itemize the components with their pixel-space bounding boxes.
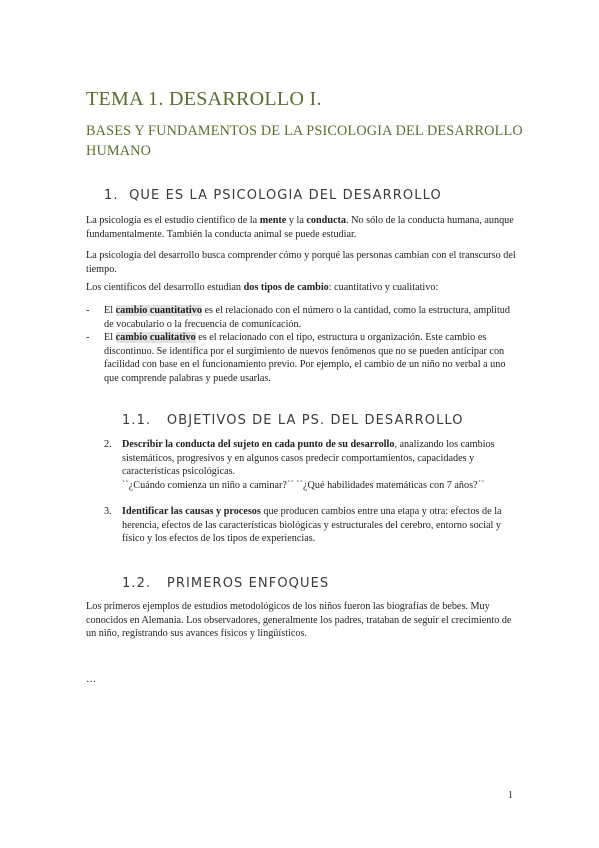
section-1-heading bbox=[104, 188, 442, 203]
section-1-1-heading bbox=[122, 413, 464, 428]
term-dos-tipos: dos tipos de cambio bbox=[243, 282, 329, 293]
ellipsis: … bbox=[86, 674, 97, 685]
example-quote: ``¿Cuándo comienza un niño a caminar?´´ ``¿Qué habilidades matemáticas con 7 años?´´ bbox=[122, 479, 485, 491]
section-1-paragraph-3 bbox=[86, 281, 518, 295]
bullet-mark: - bbox=[86, 332, 90, 343]
item-lead: Identificar las causas y procesos bbox=[122, 506, 261, 517]
numbered-item bbox=[104, 505, 518, 546]
numbered-item bbox=[104, 438, 518, 492]
section-1-number: 1. bbox=[104, 188, 119, 203]
item-number: 2. bbox=[104, 439, 112, 450]
item-number: 3. bbox=[104, 506, 112, 517]
text-run: que producen cambios entre una etapa y otra: efectos de la herencia, efectos de las características biológicas y estructurales del cerebro, entorno social y físico y los efectos de los tipos de experiencias. bbox=[122, 506, 502, 544]
text-run: y la bbox=[286, 215, 307, 226]
text-run: Los científicos del desarrollo estudian bbox=[86, 282, 244, 293]
section-1-2-number: 1.2. bbox=[122, 576, 152, 591]
document-title: TEMA 1. DESARROLLO I. bbox=[86, 88, 322, 110]
bullet-mark: - bbox=[86, 305, 90, 316]
text-run: , analizando los cambios sistemáticos, progresivos y en algunos casos predecir comportamientos, capacidades y características psicológicas. bbox=[122, 439, 495, 477]
section-1-paragraph-1 bbox=[86, 214, 518, 241]
bullet-item bbox=[86, 331, 518, 385]
text-run: . No sólo de la conducta humana, aunque fundamentalmente. También la conducta animal se puede estudiar. bbox=[86, 215, 514, 240]
text-run: El bbox=[104, 332, 116, 343]
section-1-1-number: 1.1. bbox=[122, 413, 152, 428]
document-subtitle: BASES Y FUNDAMENTOS DE LA PSICOLOGIA DEL DESARROLLO HUMANO bbox=[86, 123, 523, 159]
text-run: La psicología es el estudio científico de la bbox=[86, 215, 260, 226]
section-1-paragraph-2: La psicología del desarrollo busca comprender cómo y porqué las personas cambian con el transcurso del tiempo. bbox=[86, 250, 516, 275]
term-mente: mente bbox=[259, 215, 287, 226]
section-1-title: QUE ES LA PSICOLOGIA DEL DESARROLLO bbox=[129, 188, 442, 203]
section-1-1-title: OBJETIVOS DE LA PS. DEL DESARROLLO bbox=[166, 413, 464, 428]
highlighted-term: cambio cualitativo bbox=[115, 332, 196, 343]
term-conducta: conducta bbox=[306, 215, 347, 226]
section-1-2-title: PRIMEROS ENFOQUES bbox=[166, 576, 330, 591]
section-1-2-heading bbox=[122, 576, 329, 591]
text-run: : cuantitativo y cualitativo: bbox=[328, 282, 439, 293]
text-run: El bbox=[104, 305, 116, 316]
section-1-2-paragraph: Los primeros ejemplos de estudios metodológicos de los niños fueron las biografías de bebes. Muy conocidos en Alemania. Los observadores, generalmente los padres, trataban de seguir el crecimiento de un niño, registrando sus avances físicos y lingüísticos. bbox=[86, 601, 512, 639]
page-number: 1 bbox=[508, 790, 513, 801]
text-run: es el relacionado con el número o la cantidad, como la estructura, amplitud de vocabulario o la frecuencia de comunicación. bbox=[104, 305, 510, 330]
text-run: es el relacionado con el tipo, estructura u organización. Este cambio es discontinuo. Se identifica por el surgimiento de nuevos fenómenos que no se pueden anticipar con facilidad con base en el funcionamiento previo. Por ejemplo, el cambio de un niño no verbal a uno que comprende palabras y puede usarlas. bbox=[104, 332, 506, 384]
bullet-item bbox=[86, 304, 518, 331]
highlighted-term: cambio cuantitativo bbox=[115, 305, 202, 316]
item-lead: Describir la conducta del sujeto en cada punto de su desarrollo bbox=[122, 439, 395, 450]
